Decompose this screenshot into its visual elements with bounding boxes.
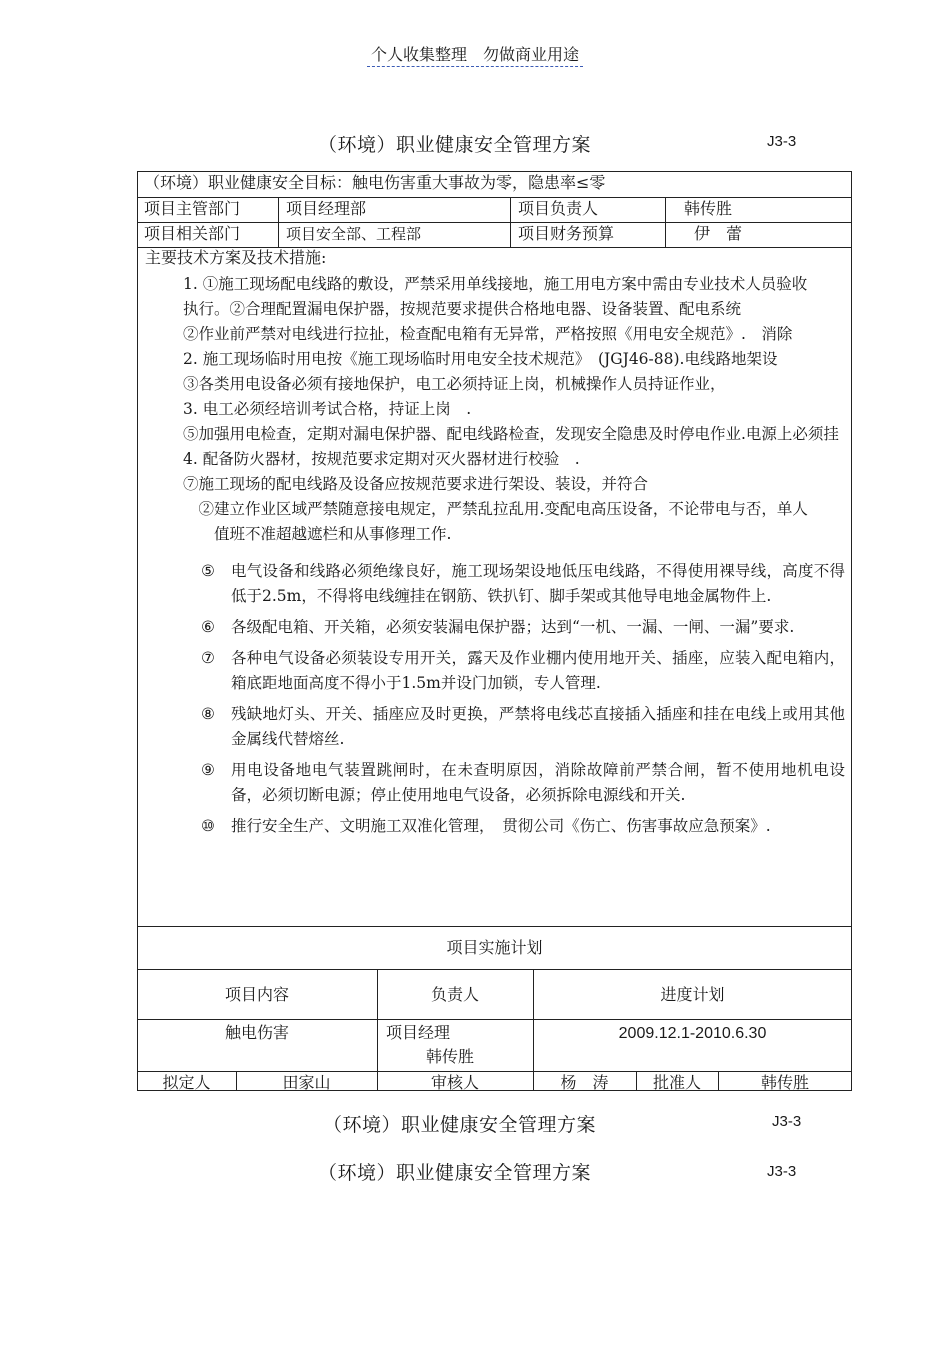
main-dept-value: 项目经理部 (286, 199, 367, 218)
technical-measures (145, 248, 845, 845)
measure-line: 4. 配备防火器材，按规范要求定期对灭火器材进行校验 . (183, 450, 580, 468)
plan-section-title: 项目实施计划 (446, 938, 543, 957)
measure-line: ②建立作业区域严禁随意接电规定，严禁乱拉乱用.变配电高压设备，不论带电与否，单人 (183, 500, 808, 518)
approver-label: 批准人 (652, 1073, 701, 1092)
measures-overlay-block (145, 272, 845, 547)
related-dept-value: 项目安全部、工程部 (286, 225, 422, 243)
measure-text: 电气设备和线路必须绝缘良好，施工现场架设地低压电线路，不得使用裸导线，高度不得低于2.5m，不得将电线缠挂在钢筋、铁扒钉、脚手架或其他导电地金属物件上. (231, 562, 845, 605)
drafter-label: 拟定人 (162, 1073, 211, 1092)
measure-line: ②作业前严禁对电线进行拉扯，检查配电箱有无异常，严格按照《用电安全规范》. 消除 (183, 325, 793, 343)
document-title: （环境）职业健康安全管理方案 (318, 134, 592, 156)
related-dept-label: 项目相关部门 (144, 224, 241, 243)
measure-text: 用电设备地电气装置跳闸时，在未查明原因，消除故障前严禁合闸，暂不使用地机电设备，必须切断电源；停止使用地电气设备，必须拆除电源线和开关. (231, 761, 845, 804)
measure-line: 值班不准超越遮栏和从事修理工作. (183, 525, 452, 543)
table-rule (665, 197, 666, 247)
plan-header-schedule: 进度计划 (660, 985, 725, 1004)
measure-item (145, 559, 845, 609)
plan-header-content: 项目内容 (224, 985, 289, 1004)
measure-line: 3. 电工必须经培训考试合格，持证上岗 . (183, 400, 472, 418)
watermark-text: 个人收集整理 勿做商业用途 (0, 42, 950, 65)
measure-text: 残缺地灯头、开关、插座应及时更换，严禁将电线芯直接插入插座和挂在电线上或用其他金属线代替熔丝. (231, 705, 845, 748)
table-rule (137, 1019, 852, 1020)
measure-line: 执行。②合理配置漏电保护器，按规范要求提供合格地电器、设备装置、配电系统 (183, 300, 742, 318)
target-row (144, 173, 605, 193)
table-rule (137, 197, 852, 198)
reviewer-label: 审核人 (430, 1073, 479, 1092)
plan-schedule: 2009.12.1-2010.6.30 (618, 1025, 767, 1042)
plan-owner-line2: 韩传胜 (426, 1047, 475, 1066)
measure-item (145, 646, 845, 696)
plan-content: 触电伤害 (224, 1023, 289, 1042)
measures-title: 主要技术方案及技术措施: (145, 248, 327, 267)
measure-item (145, 702, 845, 752)
measure-item (145, 615, 845, 640)
measure-item (145, 814, 845, 839)
measure-line: ③各类用电设备必须有接地保护，电工必须持证上岗，机械操作人员持证作业， (183, 375, 726, 393)
plan-owner-line1: 项目经理 (386, 1023, 451, 1042)
table-rule (137, 969, 852, 970)
repeated-title: （环境）职业健康安全管理方案 (318, 1162, 592, 1184)
table-rule (137, 222, 852, 223)
measure-line: 2. 施工现场临时用电按《施工现场临时用电安全技术规范》 (JGJ46-88).电线路地架设 (183, 350, 778, 368)
owner-value: 韩传胜 (684, 199, 733, 218)
measure-number: ⑥ (201, 618, 215, 636)
document-code: J3-3 (767, 133, 797, 150)
repeated-code: J3-3 (772, 1113, 802, 1130)
measure-item (145, 758, 845, 808)
measure-text: 各级配电箱、开关箱，必须安装漏电保护器；达到“一机、一漏、一闸、一漏”要求. (231, 618, 795, 636)
approver-value: 韩传胜 (760, 1073, 809, 1092)
measure-number: ⑤ (201, 562, 215, 580)
table-rule (137, 926, 852, 927)
plan-header-owner: 负责人 (430, 985, 479, 1004)
owner-label: 项目负责人 (518, 199, 599, 218)
main-dept-label: 项目主管部门 (144, 199, 241, 218)
table-rule (278, 197, 279, 247)
drafter-value: 田家山 (282, 1073, 331, 1092)
measure-line: ⑤加强用电检查，定期对漏电保护器、配电线路检查，发现安全隐患及时停电作业.电源上必须挂 (183, 425, 839, 443)
measure-text: 推行安全生产、文明施工双准化管理， 贯彻公司《伤亡、伤害事故应急预案》. (231, 817, 771, 835)
repeated-code: J3-3 (767, 1163, 797, 1180)
target-label: （环境）职业健康安全目标： (144, 173, 353, 192)
measure-number: ⑨ (201, 761, 215, 779)
table-rule (137, 1071, 852, 1072)
measure-text: 各种电气设备必须装设专用开关，露天及作业棚内使用地开关、插座，应装入配电箱内，箱底距地面高度不得小于1.5m并设门加锁，专人管理. (231, 649, 845, 692)
measure-number: ⑧ (201, 705, 215, 723)
measure-number: ⑩ (201, 817, 215, 835)
reviewer-value: 杨 涛 (560, 1073, 609, 1092)
budget-value: 伊 蕾 (694, 224, 743, 243)
measure-line: 1. ①施工现场配电线路的敷设，严禁采用单线接地，施工用电方案中需由专业技术人员验收 (183, 275, 808, 293)
measure-line: ⑦施工现场的配电线路及设备应按规范要求进行架设、装设，并符合 (183, 475, 649, 493)
budget-label: 项目财务预算 (518, 224, 615, 243)
table-rule (510, 197, 511, 247)
measure-number: ⑦ (201, 649, 215, 667)
target-value: 触电伤害重大事故为零，隐患率≤零 (352, 173, 606, 192)
repeated-title: （环境）职业健康安全管理方案 (323, 1114, 597, 1136)
